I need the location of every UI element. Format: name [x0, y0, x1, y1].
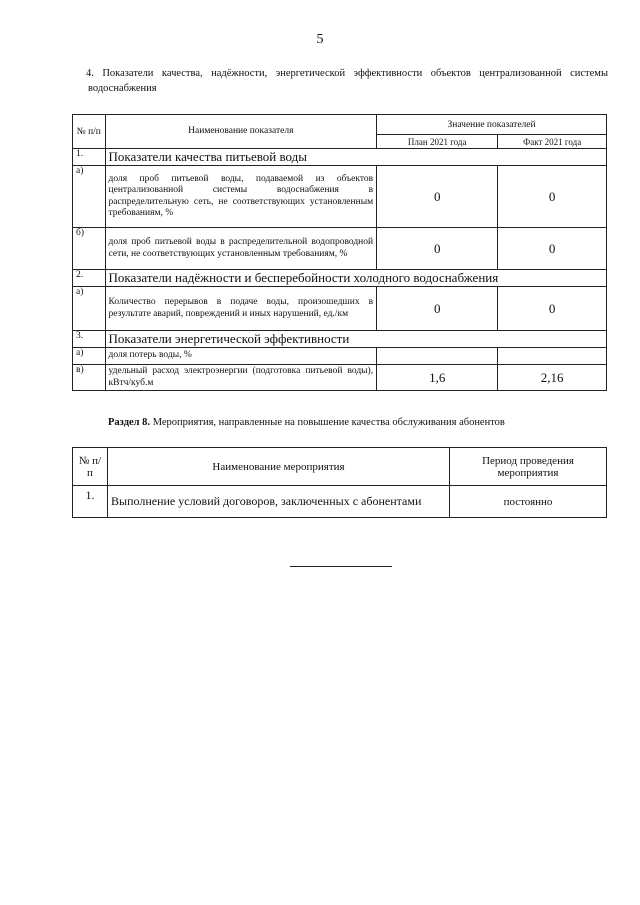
row-num: а) — [73, 348, 106, 365]
header-period: Период проведения мероприятия — [450, 448, 607, 486]
header-fact: Факт 2021 года — [498, 135, 607, 149]
plan-value: 1,6 — [377, 365, 498, 391]
fact-value: 0 — [498, 228, 607, 270]
plan-value: 0 — [377, 287, 498, 331]
fact-value — [498, 348, 607, 365]
table-row — [73, 149, 607, 166]
plan-value: 0 — [377, 228, 498, 270]
measure-period: постоянно — [450, 486, 607, 518]
header-plan: План 2021 года — [377, 135, 498, 149]
header-measure-name: Наименование мероприятия — [108, 448, 450, 486]
plan-value — [377, 348, 498, 365]
table-row — [73, 270, 607, 287]
group-title: Показатели качества питьевой воды — [105, 149, 606, 166]
fact-value: 0 — [498, 166, 607, 228]
indicator-name: доля потерь воды, % — [105, 348, 377, 365]
section-8-title: Мероприятия, направленные на повышение качества обслуживания абонентов — [152, 417, 505, 428]
measure-name: Выполнение условий договоров, заключенных с абонентами — [108, 486, 450, 518]
indicator-name: Количество перерывов в подаче воды, произошедших в результате аварий, повреждений и иных нарушений, ед./км — [105, 287, 377, 331]
header-num: № п/п — [73, 115, 106, 149]
measures-table — [72, 447, 607, 518]
row-num: 2. — [73, 270, 106, 287]
table-row — [73, 331, 607, 348]
section-8-heading — [108, 417, 578, 428]
table-row — [73, 486, 607, 518]
row-num: 3. — [73, 331, 106, 348]
plan-value: 0 — [377, 166, 498, 228]
section-4-number: 4. — [86, 68, 94, 79]
row-num: а) — [73, 287, 106, 331]
separator-line — [290, 566, 392, 567]
section-4-heading — [88, 66, 608, 96]
indicator-name: доля проб питьевой воды в распределительной водопроводной сети, не соответствующих установленным требованиям, % — [105, 228, 377, 270]
table-row — [73, 287, 607, 331]
group-title: Показатели энергетической эффективности — [105, 331, 606, 348]
indicators-table — [72, 114, 607, 391]
section-4-title: Показатели качества, надёжности, энергетической эффективности объектов централизованной системы водоснабжения — [88, 68, 609, 94]
table-row — [73, 166, 607, 228]
header-values: Значение показателей — [377, 115, 607, 135]
table-row — [73, 228, 607, 270]
group-title: Показатели надёжности и бесперебойности холодного водоснабжения — [105, 270, 606, 287]
indicator-name: доля проб питьевой воды, подаваемой из объектов централизованной системы водоснабжения в распределительную сеть, не соответствующих установленным требованиям, % — [105, 166, 377, 228]
table-row — [73, 365, 607, 391]
row-num: в) — [73, 365, 106, 391]
fact-value: 0 — [498, 287, 607, 331]
indicator-name: удельный расход электроэнергии (подготовка питьевой воды), кВтч/куб.м — [105, 365, 377, 391]
header-indicator-name: Наименование показателя — [105, 115, 377, 149]
section-8-label: Раздел 8. — [108, 417, 151, 428]
row-num: 1. — [73, 486, 108, 518]
table-row — [73, 348, 607, 365]
row-num: а) — [73, 166, 106, 228]
header-num: № п/п — [73, 448, 108, 486]
page-number: 5 — [316, 32, 324, 47]
fact-value: 2,16 — [498, 365, 607, 391]
row-num: б) — [73, 228, 106, 270]
row-num: 1. — [73, 149, 106, 166]
